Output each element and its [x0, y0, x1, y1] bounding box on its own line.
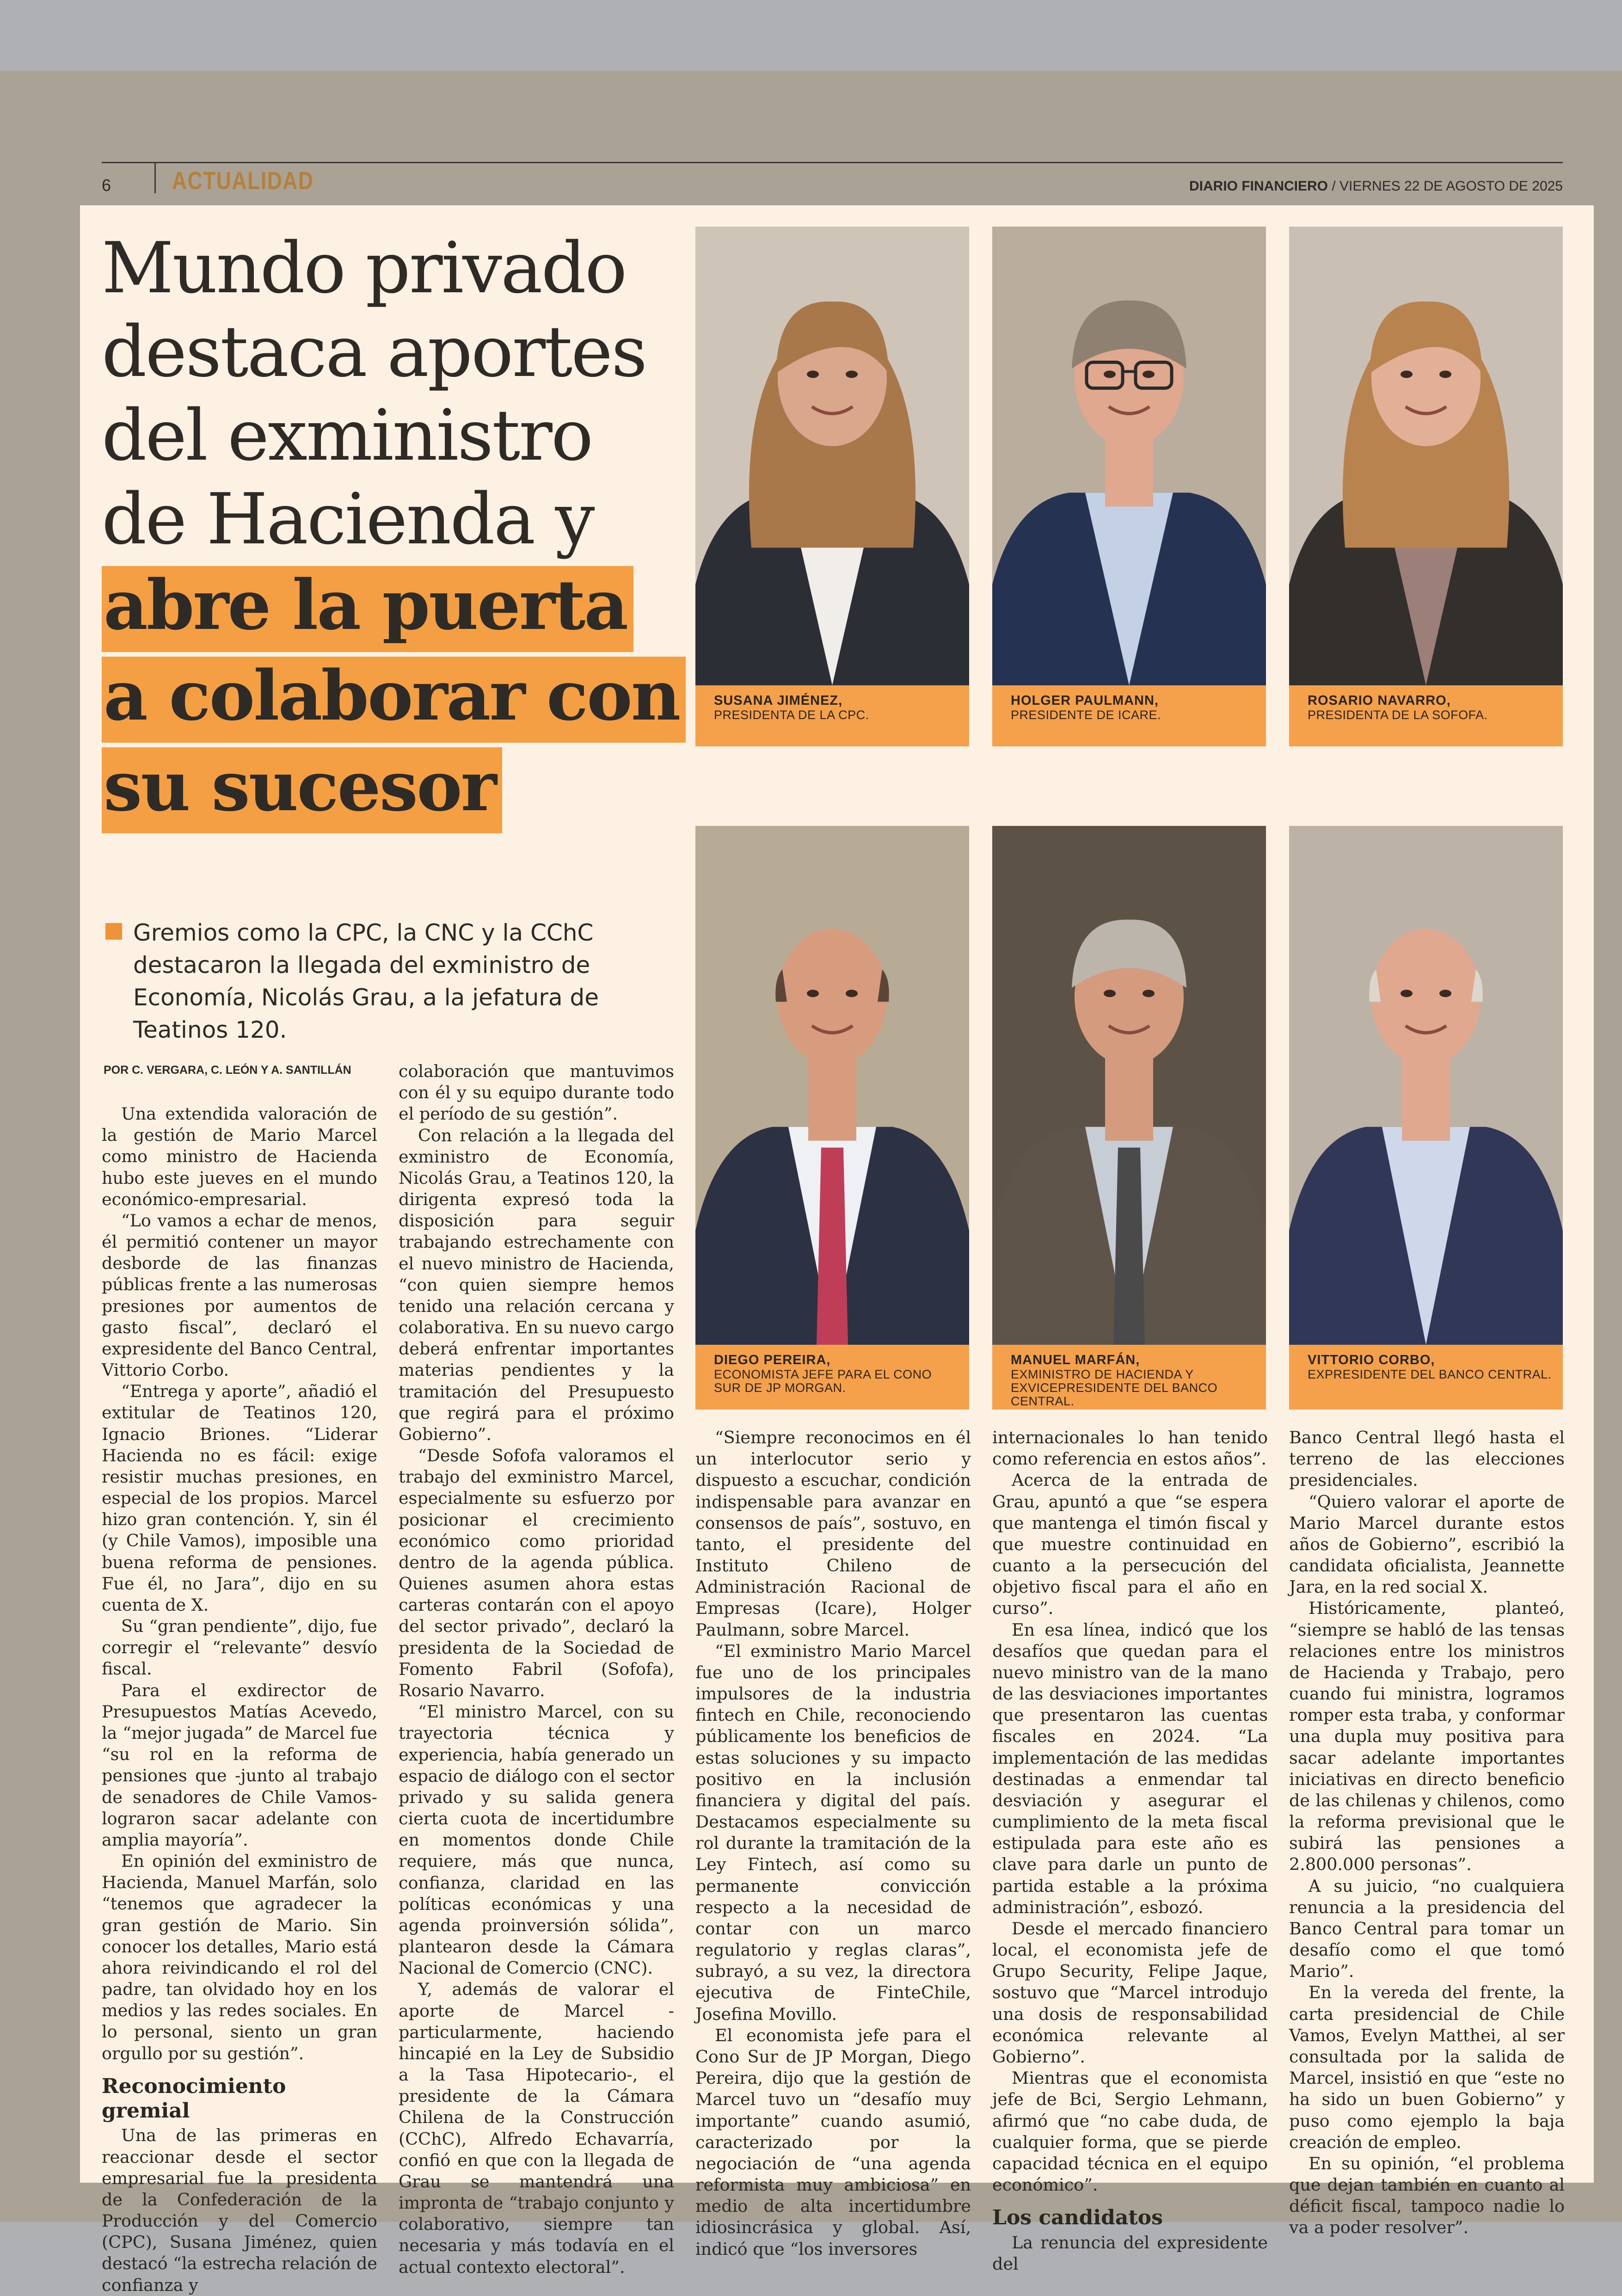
headline-highlight [102, 566, 703, 838]
caption-name: SUSANA JIMÉNEZ, [714, 693, 843, 708]
paragraph: El economista jefe para el Cono Sur de JP Morgan, Diego Pereira, dijo que la gestión de Marcel tuvo un “desafío muy importante” cuando asumió, caracterizado por la negociación de “una agenda reformista muy ambiciosa” en medio de alta incertidumbre idiosincrásica y global. Así, indicó que “los inversores [695, 2025, 971, 2259]
caption-name: HOLGER PAULMANN, [1011, 693, 1159, 708]
headline-highlight-line: a colaborar con [102, 657, 686, 743]
caption-name: VITTORIO CORBO, [1308, 1353, 1435, 1367]
dateline [1189, 179, 1563, 194]
paragraph: Una extendida valoración de la gestión de Mario Marcel como ministro de Hacienda hubo este jueves en el mundo económico-empresarial. [102, 1104, 377, 1209]
paragraph: “El ministro Marcel, con su trayectoria técnica y experiencia, había generado un espacio de diálogo con el sector privado y su salida genera cierta cuota de incertidumbre en momentos donde Chile requiere, más que nunca, confianza, claridad en las políticas económicas y una agenda proinversión sólida”, plantearon desde la Cámara Nacional de Comercio (CNC). [399, 1702, 674, 1978]
paragraph: En su opinión, “el problema que dejan también en cuanto al déficit fiscal, tampoco nadie lo va a poder resolver”. [1289, 2153, 1565, 2238]
caption-role: EXPRESIDENTE DEL BANCO CENTRAL. [1308, 1367, 1552, 1381]
paragraph: Su “gran pendiente”, dijo, fue corregir el “relevante” desvío fiscal. [102, 1616, 377, 1679]
portrait-photo [1289, 826, 1563, 1410]
paragraph: A su juicio, “no cualquiera renuncia a la presidencia del Banco Central para tomar un desafío como el que tomó Mario”. [1289, 1876, 1565, 1982]
paragraph: “Entrega y aporte”, añadió el extitular de Teatinos 120, Ignacio Briones. “Liderar Hacienda no es fácil: exige resistir muchas presiones, en especial de los propios. Marcel hizo gran contención. Y, sin él (y Chile Vamos), imposible una buena reforma de pensiones. Fue él, no Jara”, dijo en su cuenta de X. [102, 1381, 377, 1615]
viewer-top-bar [0, 0, 1622, 71]
header-rule [102, 162, 1563, 163]
paragraph: Mientras que el economista jefe de Bci, Sergio Lehmann, afirmó que “no cabe duda, de cualquier forma, que se pierde capacidad técnica en el equipo económico”. [992, 2068, 1268, 2195]
photo-caption [1289, 685, 1563, 746]
paragraph: En esa línea, indicó que los desafíos que quedan para el nuevo ministro van de la mano de las desviaciones importantes que presentaron las cuentas fiscales en 2024. “La implementación de las medidas destinadas a enmendar tal desviación y asegurar el cumplimiento de la meta fiscal estipulada para este año es clave para darle un punto de partida estable a la próxima administración”, esbozó. [992, 1619, 1268, 1917]
portrait-photo [992, 826, 1266, 1410]
paragraph: En opinión del exministro de Hacienda, Manuel Marfán, solo “tenemos que agradecer la gran gestión de Mario. Sin conocer los detalles, Mario está ahora reivindicando el rol del padre, tan olvidado hoy en los medios y las redes sociales. En lo personal, siento un gran orgullo por su gestión”. [102, 1851, 377, 2063]
body-column-1 [102, 1103, 377, 2296]
body-column-3 [695, 1427, 971, 2260]
caption-name: DIEGO PEREIRA, [714, 1353, 831, 1367]
paragraph: “Quiero valorar el aporte de Mario Marcel durante estos años de Gobierno”, escribió la candidata oficialista, Jeannette Jara, en la red social X. [1289, 1491, 1565, 1597]
portrait-image [992, 227, 1266, 685]
headline-highlight-line: su sucesor [102, 747, 502, 833]
paragraph: “Lo vamos a echar de menos, él permitió contener un mayor desborde de las finanzas públicas frente a las numerosas presiones por aumentos de gasto fiscal”, declaró el expresidente del Banco Central, Vittorio Corbo. [102, 1210, 377, 1380]
bullet-square-icon [105, 923, 122, 940]
photo-caption [695, 1345, 969, 1410]
paragraph: Con relación a la llegada del exministro de Economía, Nicolás Grau, a Teatinos 120, la dirigenta expresó toda la disposición para seguir trabajando estrechamente con el nuevo ministro de Hacienda, “con quien siempre hemos tenido una relación cercana y colaborativa. En su nuevo cargo deberá enfrentar importantes materias pendientes y la tramitación del Presupuesto que regirá para el próximo Gobierno”. [399, 1125, 674, 1444]
paragraph: Y, además de valorar el aporte de Marcel -particularmente, haciendo hincapié en la Ley de Subsidio a la Tasa Hipotecario-, el presidente de la Cámara Chilena de la Construcción (CChC), Alfredo Echavarría, confió en que con la llegada de Grau se mantendrá una impronta de “trabajo conjunto y colaborativo, siempre tan necesaria y más todavía en el actual contexto electoral”. [399, 1979, 674, 2277]
deck-text: Gremios como la CPC, la CNC y la CChC destacaron la llegada del exministro de Economía, Nicolás Grau, a la jefatura de Teatinos 120. [133, 919, 599, 1043]
paragraph: Desde el mercado financiero local, el economista jefe de Grupo Security, Felipe Jaque, sostuvo que “Marcel introdujo una dosis de responsabilidad económica relevante al Gobierno”. [992, 1918, 1268, 2067]
headline-line: del exministro [102, 394, 592, 476]
portrait-photo [1289, 227, 1563, 746]
portrait-image [992, 826, 1266, 1345]
headline-line: de Hacienda y [102, 478, 594, 560]
paragraph: “El exministro Mario Marcel fue uno de los principales impulsores de la industria fintech en Chile, reconociendo públicamente los beneficios de estas soluciones y su impacto positivo en la inclusión financiera y digital del país. Destacamos especialmente su rol durante la tramitación de la Ley Fintech, así como su permanente convicción respecto a la necesidad de contar con un marco regulatorio y reglas claras”, subrayó, a su vez, la directora ejecutiva de FinteChile, Josefina Movillo. [695, 1641, 971, 2024]
portrait-image [695, 227, 969, 685]
photo-caption [1289, 1345, 1563, 1410]
caption-name: ROSARIO NAVARRO, [1308, 693, 1451, 708]
deck [105, 917, 665, 1046]
photo-caption [992, 1345, 1266, 1410]
headline-line: Mundo privado [102, 227, 626, 309]
paragraph: internacionales lo han tenido como referencia en estos años”. [992, 1428, 1268, 1469]
portrait-image [1289, 227, 1563, 685]
portrait-photo [695, 227, 969, 746]
headline-line: destaca aportes [102, 310, 646, 393]
header-divider [154, 163, 156, 193]
caption-role: ECONOMISTA JEFE PARA EL CONO SUR DE JP MORGAN. [714, 1367, 932, 1395]
paragraph: Históricamente, planteó, “siempre se habló de las tensas relaciones entre los ministros de Hacienda y Trabajo, pero cuando fui ministra, logramos romper esta traba, y conformar una dupla muy positiva para sacar adelante importantes iniciativas en directo beneficio de las chilenas y chilenos, como la reforma previsional que le subirá las pensiones a 2.800.000 personas”. [1289, 1598, 1565, 1875]
photo-caption [992, 685, 1266, 746]
paragraph: “Siempre reconocimos en él un interlocutor serio y dispuesto a escuchar, condición indispensable para avanzar en consensos de país”, sostuvo, en tanto, el presidente del Instituto Chileno de Administración Racional de Empresas (Icare), Holger Paulmann, sobre Marcel. [695, 1428, 971, 1640]
headline [102, 227, 703, 838]
section-label: ACTUALIDAD [172, 167, 314, 195]
photo-caption [695, 685, 969, 746]
subheading: Reconocimiento gremial [102, 2074, 286, 2123]
caption-name: MANUEL MARFÁN, [1011, 1353, 1140, 1367]
paragraph: Para el exdirector de Presupuestos Matías Acevedo, la “mejor jugada” de Marcel fue “su rol en la reforma de pensiones que -junto al trabajo de senadores de Chile Vamos- lograron sacar adelante con amplia mayoría”. [102, 1680, 377, 1850]
portrait-image [1289, 826, 1563, 1345]
paragraph: colaboración que mantuvimos con él y su equipo durante todo el período de su gestión”. [399, 1061, 674, 1124]
body-column-4 [992, 1427, 1268, 2275]
paragraph: La renuncia del expresidente del [992, 2232, 1268, 2274]
page-number: 6 [102, 176, 111, 195]
headline-highlight-line: abre la puerta [102, 566, 633, 652]
paragraph: Banco Central llegó hasta el terreno de las elecciones presidenciales. [1289, 1428, 1565, 1490]
subheading: Los candidatos [992, 2206, 1163, 2230]
caption-role: PRESIDENTE DE ICARE. [1011, 708, 1161, 722]
issue-date: / VIERNES 22 DE AGOSTO DE 2025 [1328, 179, 1563, 194]
body-column-2 [399, 1061, 674, 2278]
body-column-5 [1289, 1427, 1565, 2239]
portrait-photo [695, 826, 969, 1410]
caption-role: EXMINISTRO DE HACIENDA Y EXVICEPRESIDENTE DEL BANCO CENTRAL. [1011, 1367, 1218, 1409]
paragraph: “Desde Sofofa valoramos el trabajo del exministro Marcel, especialmente su esfuerzo por posicionar el crecimiento económico como prioridad dentro de la agenda pública. Quienes asumen ahora estas carteras contarán con el apoyo del sector privado”, declaró la presidenta de la Sociedad de Fomento Fabril (Sofofa), Rosario Navarro. [399, 1446, 674, 1700]
portrait-photo [992, 227, 1266, 746]
caption-role: PRESIDENTA DE LA SOFOFA. [1308, 708, 1488, 722]
paragraph: Acerca de la entrada de Grau, apuntó a que “se espera que mantenga el timón fiscal y que muestre continuidad en cuanto a la persecución del objetivo fiscal para el año en curso”. [992, 1470, 1268, 1619]
paragraph: En la vereda del frente, la carta presidencial de Chile Vamos, Evelyn Matthei, al ser consultada por la salida de Marcel, insistió en que “este no ha sido un buen Gobierno” y puso como ejemplo la baja creación de empleo. [1289, 1982, 1565, 2152]
byline: POR C. VERGARA, C. LEÓN Y A. SANTILLÁN [104, 1064, 351, 1077]
publication-name: DIARIO FINANCIERO [1189, 179, 1328, 194]
caption-role: PRESIDENTA DE LA CPC. [714, 708, 869, 722]
portrait-image [695, 826, 969, 1345]
paragraph: Una de las primeras en reaccionar desde el sector empresarial fue la presidenta de la Confederación de la Producción y del Comercio (CPC), Susana Jiménez, quien destacó “la estrecha relación de confianza y [102, 2125, 377, 2295]
